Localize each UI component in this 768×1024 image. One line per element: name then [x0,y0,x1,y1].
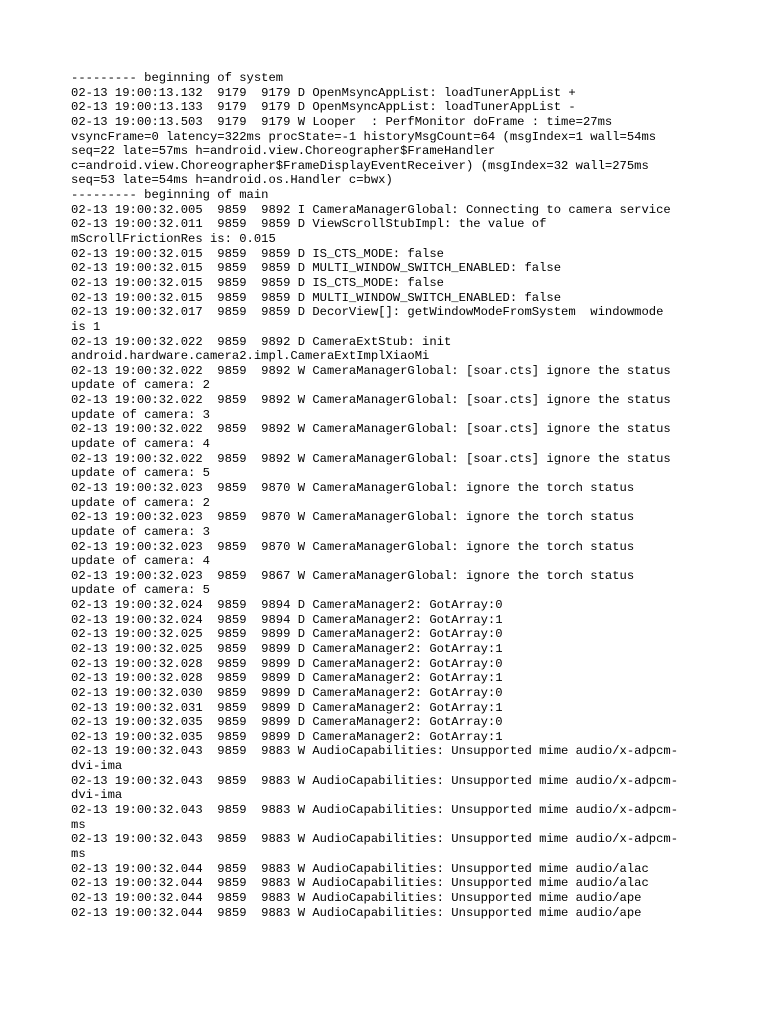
log-line: 02-13 19:00:32.043 9859 9883 W AudioCapabilities: Unsupported mime audio/x-adpcm- [71,803,679,818]
log-line: update of camera: 3 [71,524,210,539]
log-line: 02-13 19:00:32.023 9859 9870 W CameraManagerGlobal: ignore the torch status [71,480,635,495]
log-line: update of camera: 5 [71,583,210,598]
log-line: seq=22 late=57ms h=android.view.Choreographer$FrameHandler [71,144,496,159]
log-line: is 1 [71,319,101,334]
log-line: ms [71,817,86,832]
log-line: update of camera: 5 [71,466,210,481]
log-line: update of camera: 4 [71,437,210,452]
log-line: 02-13 19:00:32.023 9859 9870 W CameraManagerGlobal: ignore the torch status [71,510,635,525]
log-line: 02-13 19:00:32.025 9859 9899 D CameraManager2: GotArray:0 [71,627,503,642]
log-line: 02-13 19:00:32.022 9859 9892 W CameraManagerGlobal: [soar.cts] ignore the status [71,451,671,466]
log-line: seq=53 late=54ms h=android.os.Handler c=bwx) [71,173,393,188]
log-line: 02-13 19:00:32.015 9859 9859 D IS_CTS_MODE: false [71,275,444,290]
log-line: update of camera: 3 [71,407,210,422]
log-line: 02-13 19:00:32.023 9859 9867 W CameraManagerGlobal: ignore the torch status [71,568,635,583]
log-line: dvi-ima [71,788,123,803]
log-line: 02-13 19:00:32.022 9859 9892 W CameraManagerGlobal: [soar.cts] ignore the status [71,393,671,408]
log-line: 02-13 19:00:32.044 9859 9883 W AudioCapabilities: Unsupported mime audio/alac [71,861,649,876]
log-line: --------- beginning of main [71,188,269,203]
log-line: --------- beginning of system [71,71,284,85]
log-page [71,71,711,920]
log-line: 02-13 19:00:32.030 9859 9899 D CameraManager2: GotArray:0 [71,685,503,700]
log-line: 02-13 19:00:32.024 9859 9894 D CameraManager2: GotArray:1 [71,612,503,627]
log-line: 02-13 19:00:32.028 9859 9899 D CameraManager2: GotArray:0 [71,656,503,671]
log-line: 02-13 19:00:32.024 9859 9894 D CameraManager2: GotArray:0 [71,598,503,613]
log-line: 02-13 19:00:32.022 9859 9892 W CameraManagerGlobal: [soar.cts] ignore the status [71,363,671,378]
log-line: update of camera: 4 [71,554,210,569]
log-line: 02-13 19:00:32.043 9859 9883 W AudioCapabilities: Unsupported mime audio/x-adpcm- [71,744,679,759]
log-line: 02-13 19:00:32.022 9859 9892 D CameraExtStub: init [71,334,452,349]
log-line: update of camera: 2 [71,378,210,393]
log-line: 02-13 19:00:32.028 9859 9899 D CameraManager2: GotArray:1 [71,671,503,686]
log-line: ms [71,846,86,861]
log-line: 02-13 19:00:32.015 9859 9859 D MULTI_WINDOW_SWITCH_ENABLED: false [71,261,562,276]
log-line: update of camera: 2 [71,495,210,510]
log-line: vsyncFrame=0 latency=322ms procState=-1 historyMsgCount=64 (msgIndex=1 wall=54ms [71,129,657,144]
log-line: 02-13 19:00:32.035 9859 9899 D CameraManager2: GotArray:0 [71,715,503,730]
log-line: mScrollFrictionRes is: 0.015 [71,232,276,247]
log-line: 02-13 19:00:32.005 9859 9892 I CameraManagerGlobal: Connecting to camera service [71,202,671,217]
log-line: 02-13 19:00:13.503 9179 9179 W Looper : PerfMonitor doFrame : time=27ms [71,114,613,129]
log-line: c=android.view.Choreographer$FrameDisplayEventReceiver) (msgIndex=32 wall=275ms [71,158,649,173]
log-line: android.hardware.camera2.impl.CameraExtImplXiaoMi [71,349,430,364]
log-line: 02-13 19:00:13.133 9179 9179 D OpenMsyncAppList: loadTunerAppList - [71,100,576,115]
log-line: 02-13 19:00:32.015 9859 9859 D MULTI_WINDOW_SWITCH_ENABLED: false [71,290,562,305]
log-line: 02-13 19:00:32.044 9859 9883 W AudioCapabilities: Unsupported mime audio/ape [71,890,642,905]
log-line: 02-13 19:00:32.025 9859 9899 D CameraManager2: GotArray:1 [71,641,503,656]
log-line: 02-13 19:00:32.017 9859 9859 D DecorView[]: getWindowModeFromSystem windowmode [71,305,664,320]
log-line: 02-13 19:00:32.043 9859 9883 W AudioCapabilities: Unsupported mime audio/x-adpcm- [71,832,679,847]
log-line: 02-13 19:00:32.044 9859 9883 W AudioCapabilities: Unsupported mime audio/ape [71,905,642,920]
log-line: 02-13 19:00:32.035 9859 9899 D CameraManager2: GotArray:1 [71,729,503,744]
log-line: 02-13 19:00:13.132 9179 9179 D OpenMsyncAppList: loadTunerAppList + [71,85,576,100]
log-line: 02-13 19:00:32.011 9859 9859 D ViewScrollStubImpl: the value of [71,217,547,232]
log-line: 02-13 19:00:32.044 9859 9883 W AudioCapabilities: Unsupported mime audio/alac [71,876,649,891]
log-line: 02-13 19:00:32.043 9859 9883 W AudioCapabilities: Unsupported mime audio/x-adpcm- [71,773,679,788]
log-line: 02-13 19:00:32.023 9859 9870 W CameraManagerGlobal: ignore the torch status [71,539,635,554]
log-line: 02-13 19:00:32.015 9859 9859 D IS_CTS_MODE: false [71,246,444,261]
log-line: 02-13 19:00:32.031 9859 9899 D CameraManager2: GotArray:1 [71,700,503,715]
log-line: 02-13 19:00:32.022 9859 9892 W CameraManagerGlobal: [soar.cts] ignore the status [71,422,671,437]
log-line: dvi-ima [71,759,123,774]
